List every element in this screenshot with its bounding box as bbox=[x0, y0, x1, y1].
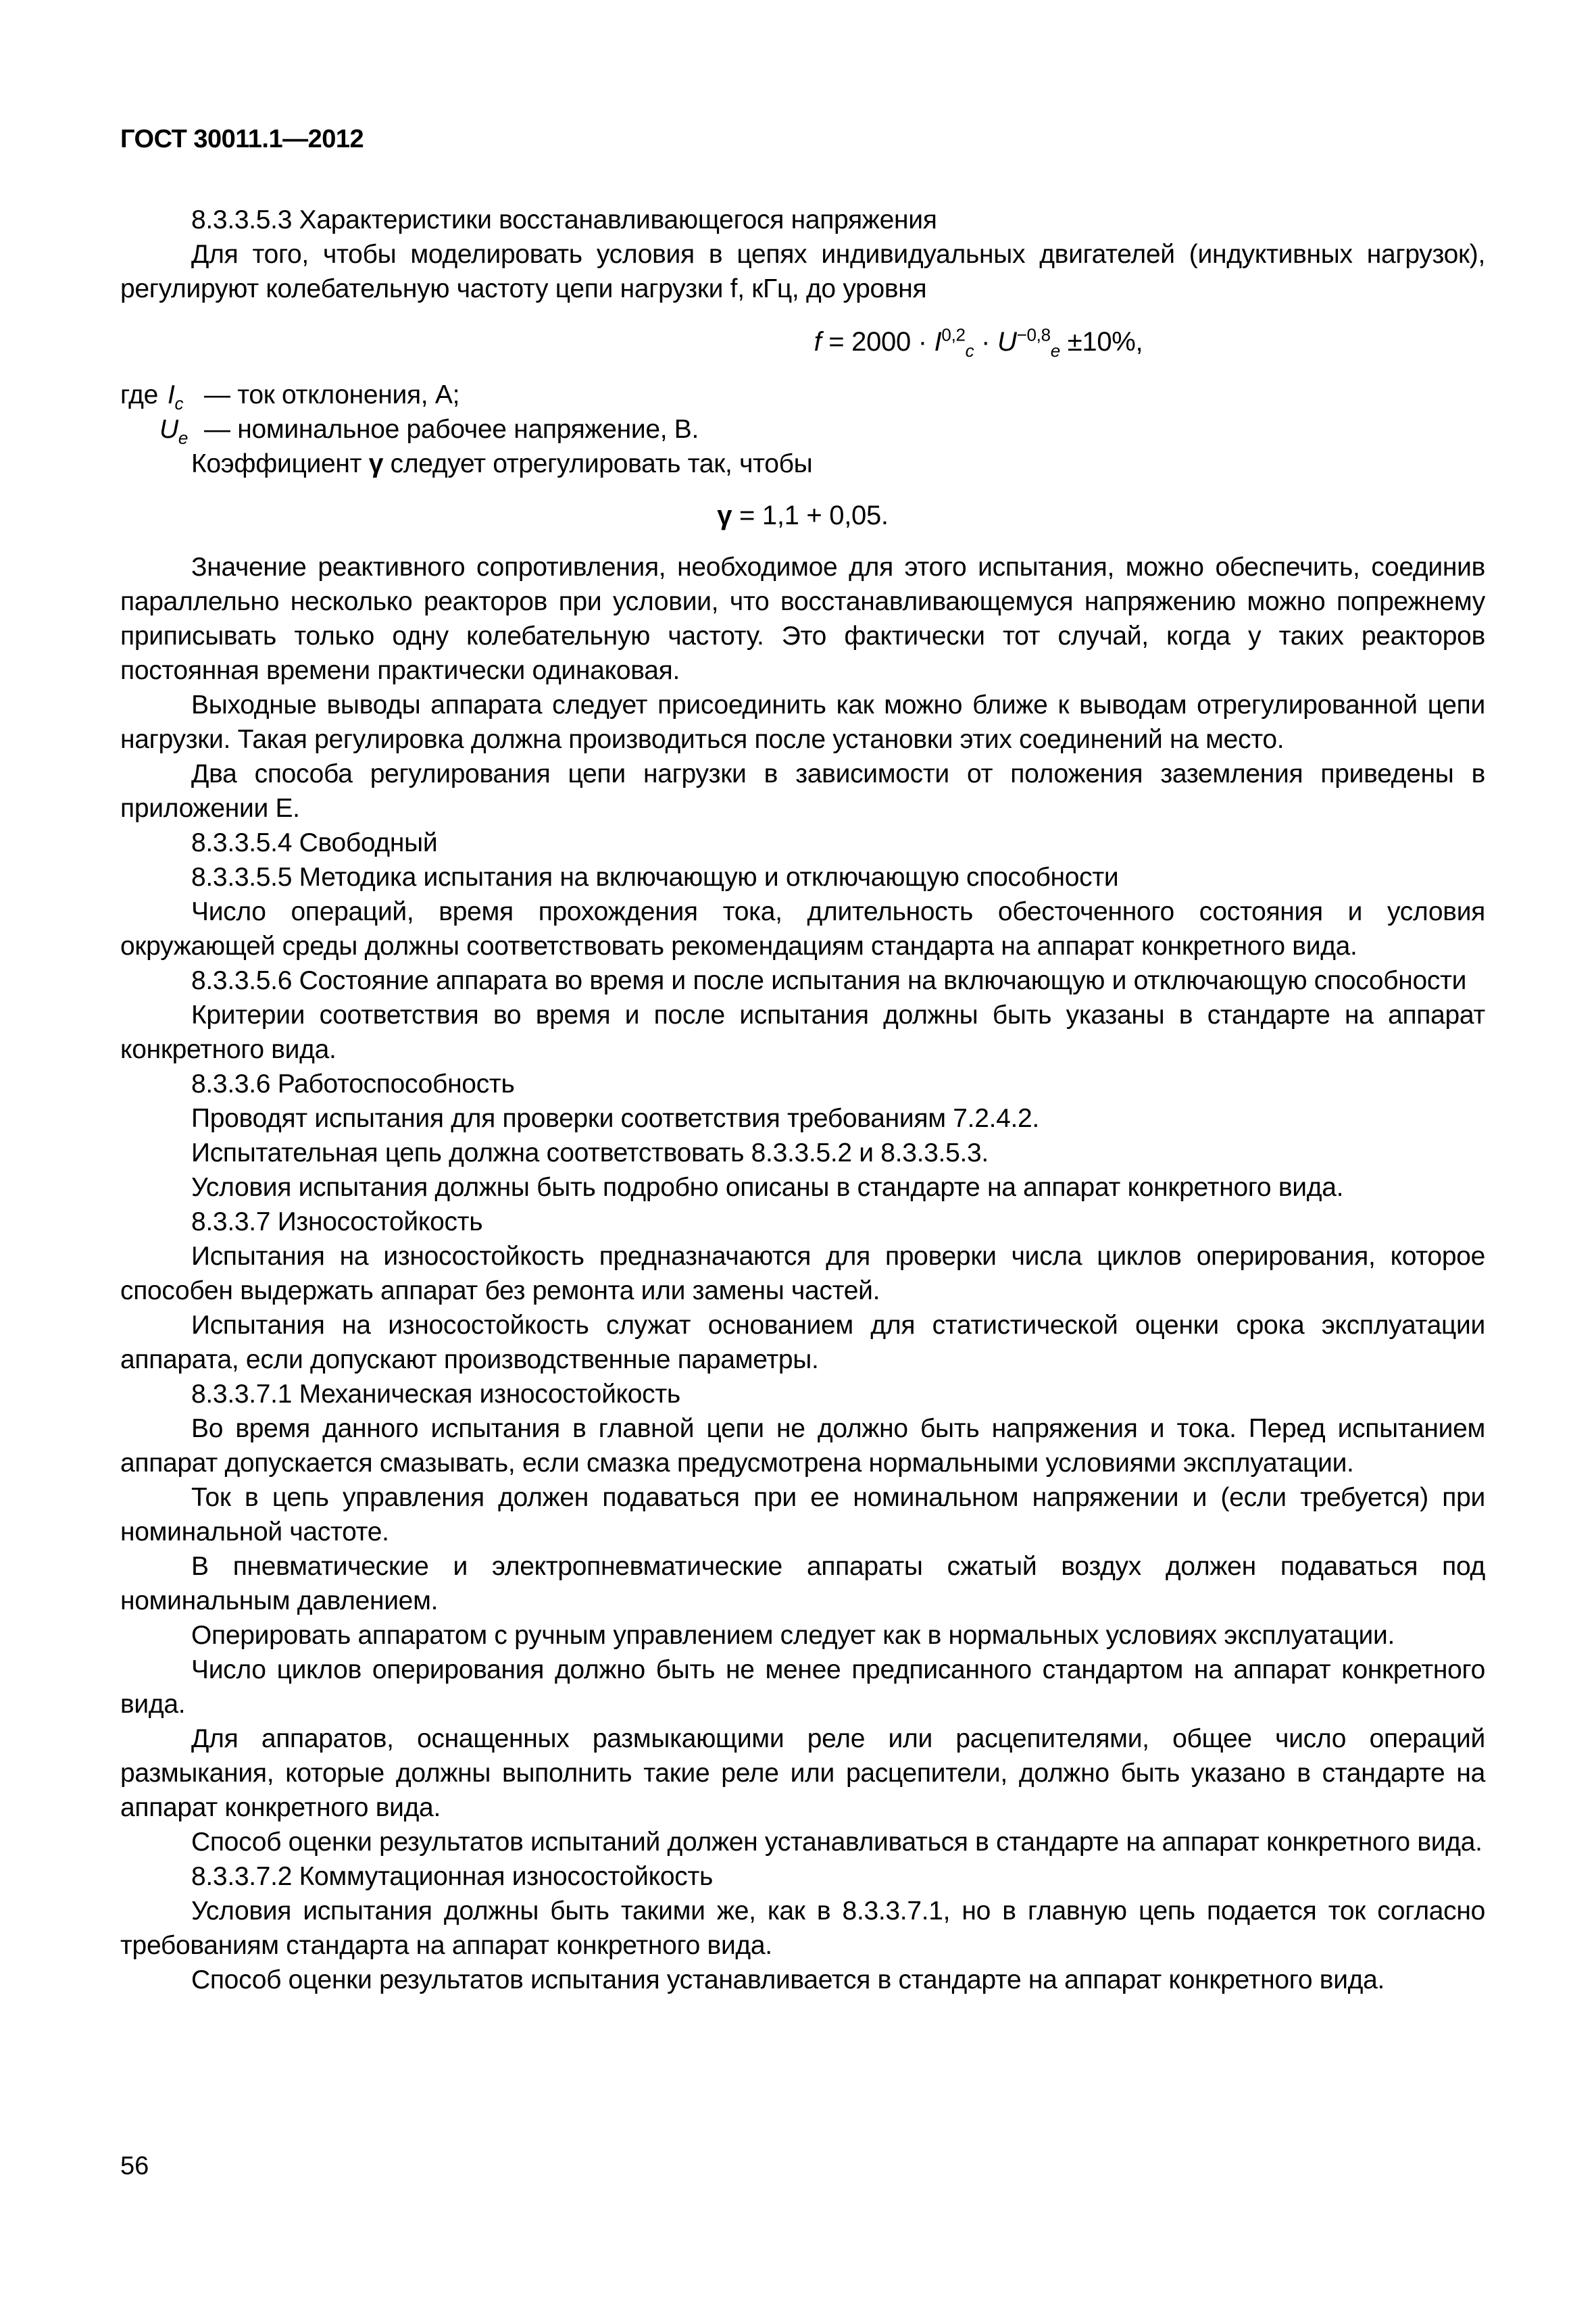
paragraph: Значение реактивного сопротивления, необходимое для этого испытания, можно обеспечить, соединив параллельно несколько реакторов при условии, что восстанавливающемуся напряжению можно попрежнему приписывать только одну колебательную частоту. Это фактически тот случай, когда у таких реакторов постоянная времени практически одинаковая. bbox=[120, 553, 1485, 685]
paragraph: Коэффициент γ следует отрегулировать так, чтобы bbox=[191, 449, 813, 478]
definition-row: где $I_c$ — ток отклонения, А; bbox=[120, 380, 460, 413]
paragraph: Условия испытания должны быть такими же, как в 8.3.3.7.1, но в главную цепь подается ток согласно требованиям стандарта на аппарат конкретного вида. bbox=[120, 1896, 1485, 1960]
paragraph: Два способа регулирования цепи нагрузки в зависимости от положения заземления приведены в приложении Е. bbox=[120, 759, 1485, 823]
paragraph: Во время данного испытания в главной цепи не должно быть напряжения и тока. Перед испытанием аппарат допускается смазывать, если смазка предусмотрена нормальными условиями эксплуатации. bbox=[120, 1414, 1485, 1478]
definition-row: $U_e$ — номинальное рабочее напряжение, В. bbox=[159, 415, 699, 448]
section-heading: 8.3.3.7.1 Механическая износостойкость bbox=[191, 1380, 680, 1409]
section-heading: 8.3.3.5.5 Методика испытания на включающую и отключающую способности bbox=[191, 863, 1119, 892]
gamma-formula: γ = 1,1 + 0,05. bbox=[717, 501, 889, 530]
document-header: ГОСТ 30011.1—2012 bbox=[120, 125, 364, 153]
section-heading: 8.3.3.5.4 Свободный bbox=[191, 828, 438, 857]
section-heading: 8.3.3.5.6 Состояние аппарата во время и после испытания на включающую и отключающую способности bbox=[191, 966, 1467, 995]
paragraph: Условия испытания должны быть подробно описаны в стандарте на аппарат конкретного вида. bbox=[191, 1173, 1344, 1202]
paragraph: Для аппаратов, оснащенных размыкающими реле или расцепителями, общее число операций размыкания, которые должны выполнить такие реле или расцепители, должно быть указано в стандарте на аппарат конкретного вида. bbox=[120, 1724, 1485, 1822]
document-body bbox=[120, 203, 1485, 1997]
paragraph: Проводят испытания для проверки соответствия требованиям 7.2.4.2. bbox=[191, 1104, 1039, 1133]
page-number: 56 bbox=[120, 2152, 149, 2180]
paragraph: Оперировать аппаратом с ручным управлением следует как в нормальных условиях эксплуатации. bbox=[191, 1621, 1395, 1650]
paragraph: Критерии соответствия во время и после испытания должны быть указаны в стандарте на аппарат конкретного вида. bbox=[120, 1001, 1485, 1064]
section-heading: 8.3.3.6 Работоспособность bbox=[191, 1070, 515, 1099]
paragraph: Способ оценки результатов испытания устанавливается в стандарте на аппарат конкретного вида. bbox=[191, 1965, 1385, 1994]
symbol-definitions bbox=[120, 378, 1485, 447]
section-heading: 8.3.3.7.2 Коммутационная износостойкость bbox=[191, 1862, 714, 1891]
frequency-formula: $f = 2000 \cdot I^{0,2}_c \cdot U^{-0,8}_e \pm 10\%$, bbox=[814, 324, 1143, 361]
paragraph: Число операций, время прохождения тока, длительность обесточенного состояния и условия окружающей среды должны соответствовать рекомендациям стандарта на аппарат конкретного вида. bbox=[120, 897, 1485, 961]
paragraph: Способ оценки результатов испытаний должен устанавливаться в стандарте на аппарат конкретного вида. bbox=[191, 1828, 1482, 1857]
paragraph: Ток в цепь управления должен подаваться при ее номинальном напряжении и (если требуется) при номинальной частоте. bbox=[120, 1483, 1485, 1546]
section-heading: 8.3.3.5.3 Характеристики восстанавливающегося напряжения bbox=[191, 205, 937, 234]
paragraph: Испытания на износостойкость служат основанием для статистической оценки срока эксплуатации аппарата, если допускают производственные параметры. bbox=[120, 1311, 1485, 1374]
paragraph: Испытательная цепь должна соответствовать 8.3.3.5.2 и 8.3.3.5.3. bbox=[191, 1138, 989, 1167]
section-heading: 8.3.3.7 Износостойкость bbox=[191, 1207, 483, 1236]
paragraph: В пневматические и электропневматические аппараты сжатый воздух должен подаваться под номинальным давлением. bbox=[120, 1552, 1485, 1615]
paragraph: Для того, чтобы моделировать условия в цепях индивидуальных двигателей (индуктивных нагрузок), регулируют колебательную частоту цепи нагрузки f, кГц, до уровня bbox=[120, 240, 1485, 303]
paragraph: Выходные выводы аппарата следует присоединить как можно ближе к выводам отрегулированной цепи нагрузки. Такая регулировка должна производиться после установки этих соединений на место. bbox=[120, 690, 1485, 754]
paragraph: Испытания на износостойкость предназначаются для проверки числа циклов оперирования, которое способен выдержать аппарат без ремонта или замены частей. bbox=[120, 1242, 1485, 1305]
paragraph: Число циклов оперирования должно быть не менее предписанного стандартом на аппарат конкретного вида. bbox=[120, 1655, 1485, 1719]
